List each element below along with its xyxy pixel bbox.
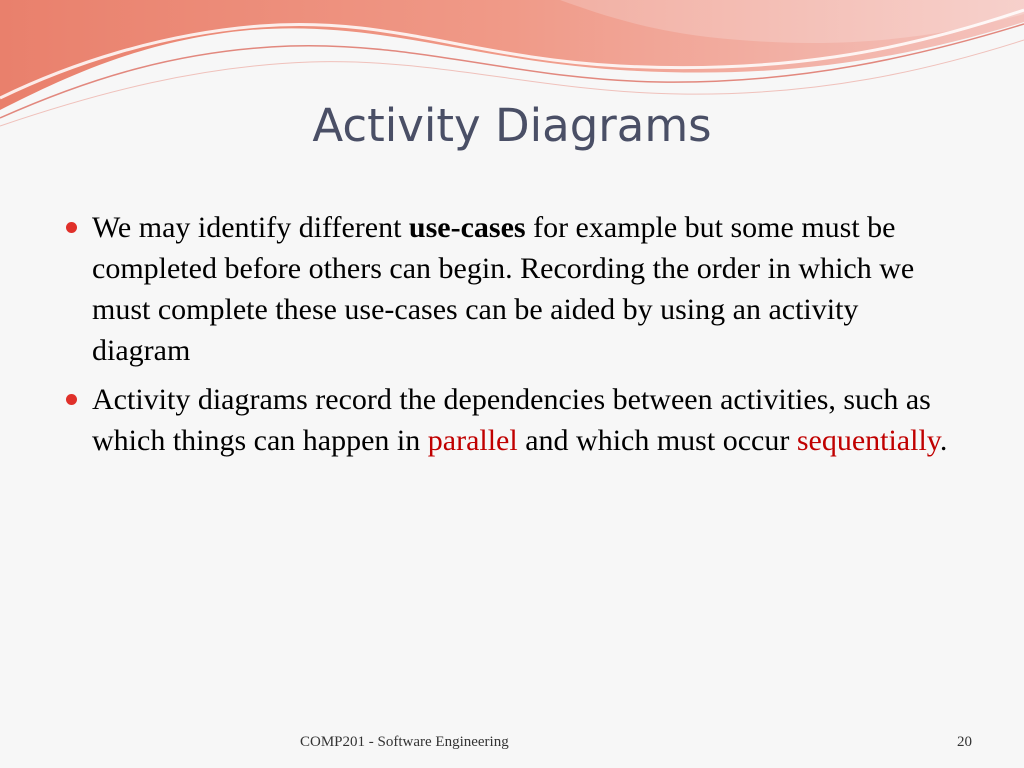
bullet-text-segment: for example but some must be completed before others can begin. Recording the order in which we must complete these use-cases can be aided by using an activity diagram — [92, 211, 915, 367]
bullet-text-segment: Activity diagrams record the dependencies between activities, such as which things can happen in — [92, 383, 931, 457]
bullet-item — [64, 207, 964, 371]
bullet-text-segment: We may identify different — [92, 211, 409, 244]
slide-page-number: 20 — [957, 734, 972, 750]
bullet-list — [64, 207, 964, 469]
bullet-dot-icon — [66, 394, 77, 405]
bullet-item — [64, 379, 964, 461]
bullet-text-segment: . — [939, 424, 948, 457]
slide-title: Activity Diagrams — [312, 99, 712, 152]
bullet-dot-icon — [66, 222, 77, 233]
bullet-text-segment: and which must occur — [517, 424, 797, 457]
use-cases-emphasis: use-cases — [408, 211, 526, 244]
parallel-emphasis: parallel — [427, 424, 518, 457]
footer-course-name: COMP201 - Software Engineering — [300, 734, 509, 750]
sequentially-emphasis: sequentially — [796, 424, 940, 457]
slide-footer — [0, 734, 1024, 754]
